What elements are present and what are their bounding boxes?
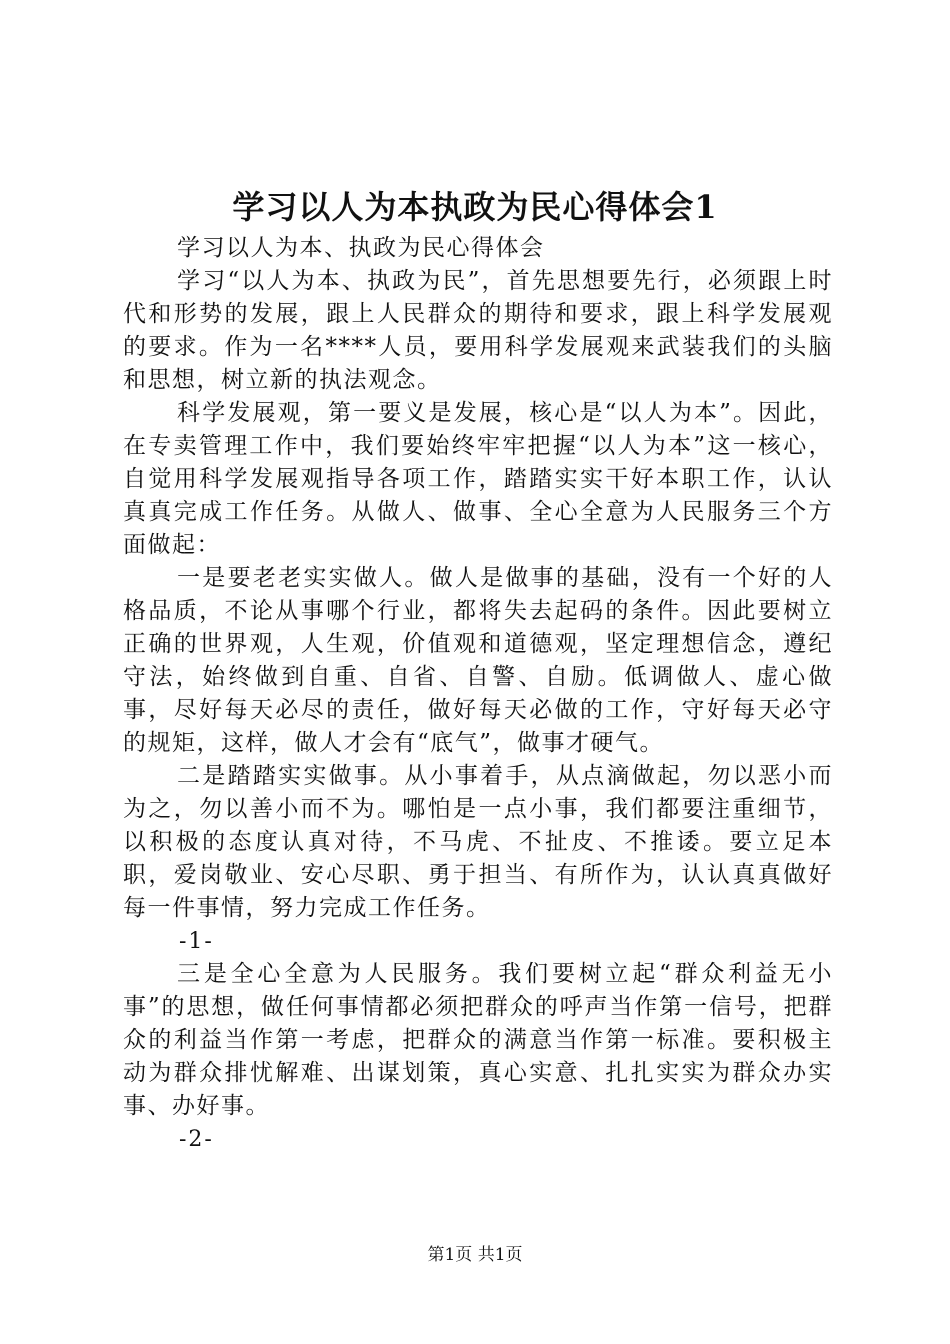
paragraph-4: 二是踏踏实实做事。从小事着手，从点滴做起，勿以恶小而为之，勿以善小而不为。哪怕是一点小事，我们都要注重细节，以积极的态度认真对待，不马虎、不扯皮、不推诿。要立足本职，爱岗敬业、安心尽职、勇于担当、有所作为，认认真真做好每一件事情，努力完成工作任务。 bbox=[123, 763, 833, 921]
subtitle-line: 学习以人为本、执政为民心得体会 bbox=[177, 235, 545, 261]
paragraph-5: 三是全心全意为人民服务。我们要树立起“群众利益无小事”的思想，做任何事情都必须把群众的呼声当作第一信号，把群众的利益当作第一考虑，把群众的满意当作第一标准。要积极主动为群众排忧解难、出谋划策，真心实意、扎扎实实为群众办实事、办好事。 bbox=[123, 961, 833, 1119]
paragraph-3: 一是要老老实实做人。做人是做事的基础，没有一个好的人格品质，不论从事哪个行业，都将失去起码的条件。因此要树立正确的世界观，人生观，价值观和道德观，坚定理想信念，遵纪守法，始终做到自重、自省、自警、自励。低调做人、虚心做事，尽好每天必尽的责任，做好每天必做的工作，守好每天必守的规矩，这样，做人才会有“底气”，做事才硬气。 bbox=[123, 565, 833, 756]
document-title: 学习以人为本执政为民心得体会1 bbox=[232, 188, 718, 226]
paragraph-1: 学习“以人为本、执政为民”，首先思想要先行，必须跟上时代和形势的发展，跟上人民群众的期待和要求，跟上科学发展观的要求。作为一名****人员，要用科学发展观来武装我们的头脑和思想，树立新的执法观念。 bbox=[123, 268, 833, 393]
document-body bbox=[123, 232, 833, 1156]
inline-page-number: -1- bbox=[179, 929, 214, 954]
page-footer: 第1页 共1页 bbox=[427, 1245, 523, 1265]
paragraph-2: 科学发展观，第一要义是发展，核心是“以人为本”。因此，在专卖管理工作中，我们要始终牢牢把握“以人为本”这一核心，自觉用科学发展观指导各项工作，踏踏实实干好本职工作，认认真真完成工作任务。从做人、做事、全心全意为人民服务三个方面做起： bbox=[123, 400, 833, 558]
inline-page-number: -2- bbox=[179, 1127, 214, 1152]
